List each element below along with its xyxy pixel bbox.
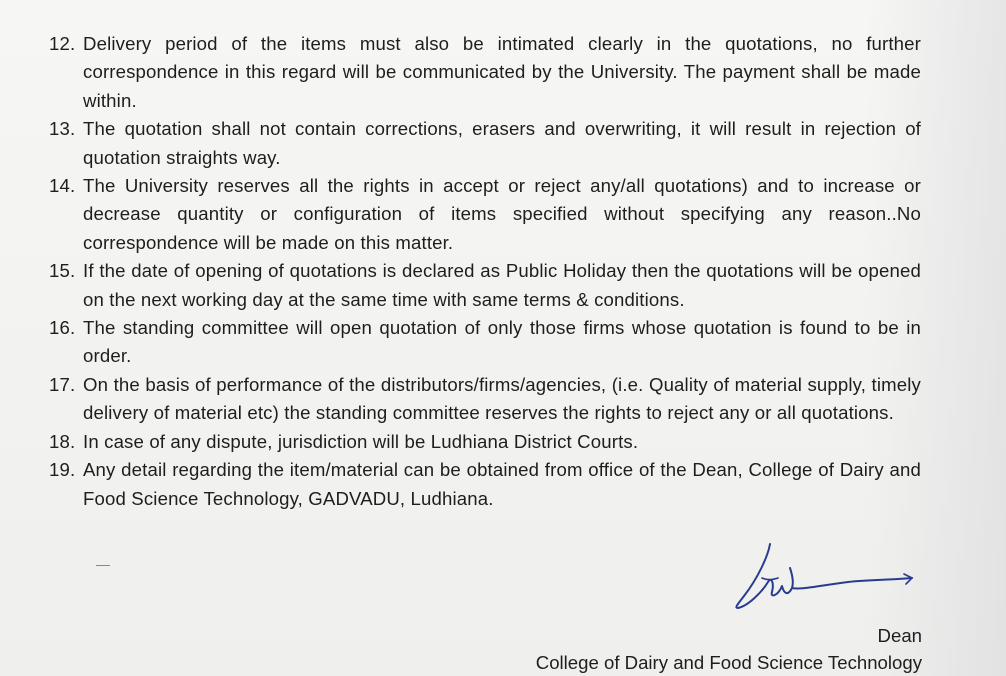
term-text: The standing committee will open quotation of only those firms whose quotation is found to be in order.	[83, 317, 921, 367]
term-number: 12.	[49, 33, 76, 54]
stray-mark	[96, 565, 110, 566]
term-item-13	[0, 115, 921, 172]
term-text: If the date of opening of quotations is declared as Public Holiday then the quotations will be opened on the next working day at the same time with same terms & conditions.	[83, 260, 921, 310]
term-item-16	[0, 314, 921, 371]
term-number: 15.	[49, 260, 76, 282]
term-item-19	[0, 456, 921, 513]
term-text: Any detail regarding the item/material can be obtained from office of the Dean, College of Dairy and Food Science Technology, GADVADU, Ludhiana.	[83, 459, 921, 509]
term-number: 19.	[49, 459, 76, 481]
signatory-org: College of Dairy and Food Science Technology	[535, 652, 922, 673]
term-item-15	[0, 257, 921, 314]
term-item-14	[0, 172, 921, 257]
term-text: On the basis of performance of the distributors/firms/agencies, (i.e. Quality of material supply, timely delivery of material etc) the standing committee reserves the rights to reject any or all quotations.	[83, 373, 921, 424]
term-number: 13.	[49, 118, 76, 140]
signatory-title: Dean	[877, 625, 922, 646]
term-text: In case of any dispute, jurisdiction will be Ludhiana District Courts.	[83, 430, 639, 452]
term-number: 16.	[49, 317, 76, 339]
term-number: 18.	[49, 430, 76, 452]
term-item-18	[0, 428, 921, 456]
term-item-12	[0, 30, 921, 115]
term-number: 17.	[49, 373, 76, 395]
term-text: Delivery period of the items must also be intimated clearly in the quotations, no further correspondence in this regard will be communicated by the University. The payment shall be made within.	[83, 33, 921, 111]
term-text: The quotation shall not contain corrections, erasers and overwriting, it will result in rejection of quotation straights way.	[83, 118, 921, 168]
signature-icon	[728, 538, 928, 618]
term-text: The University reserves all the rights in accept or reject any/all quotations) and to increase or decrease quantity or configuration of items specified without specifying any reason..No correspondence will be made on this matter.	[83, 175, 921, 253]
terms-list	[0, 30, 1006, 513]
term-item-17	[0, 371, 921, 428]
signatory-block	[536, 622, 922, 676]
term-number: 14.	[49, 175, 76, 197]
